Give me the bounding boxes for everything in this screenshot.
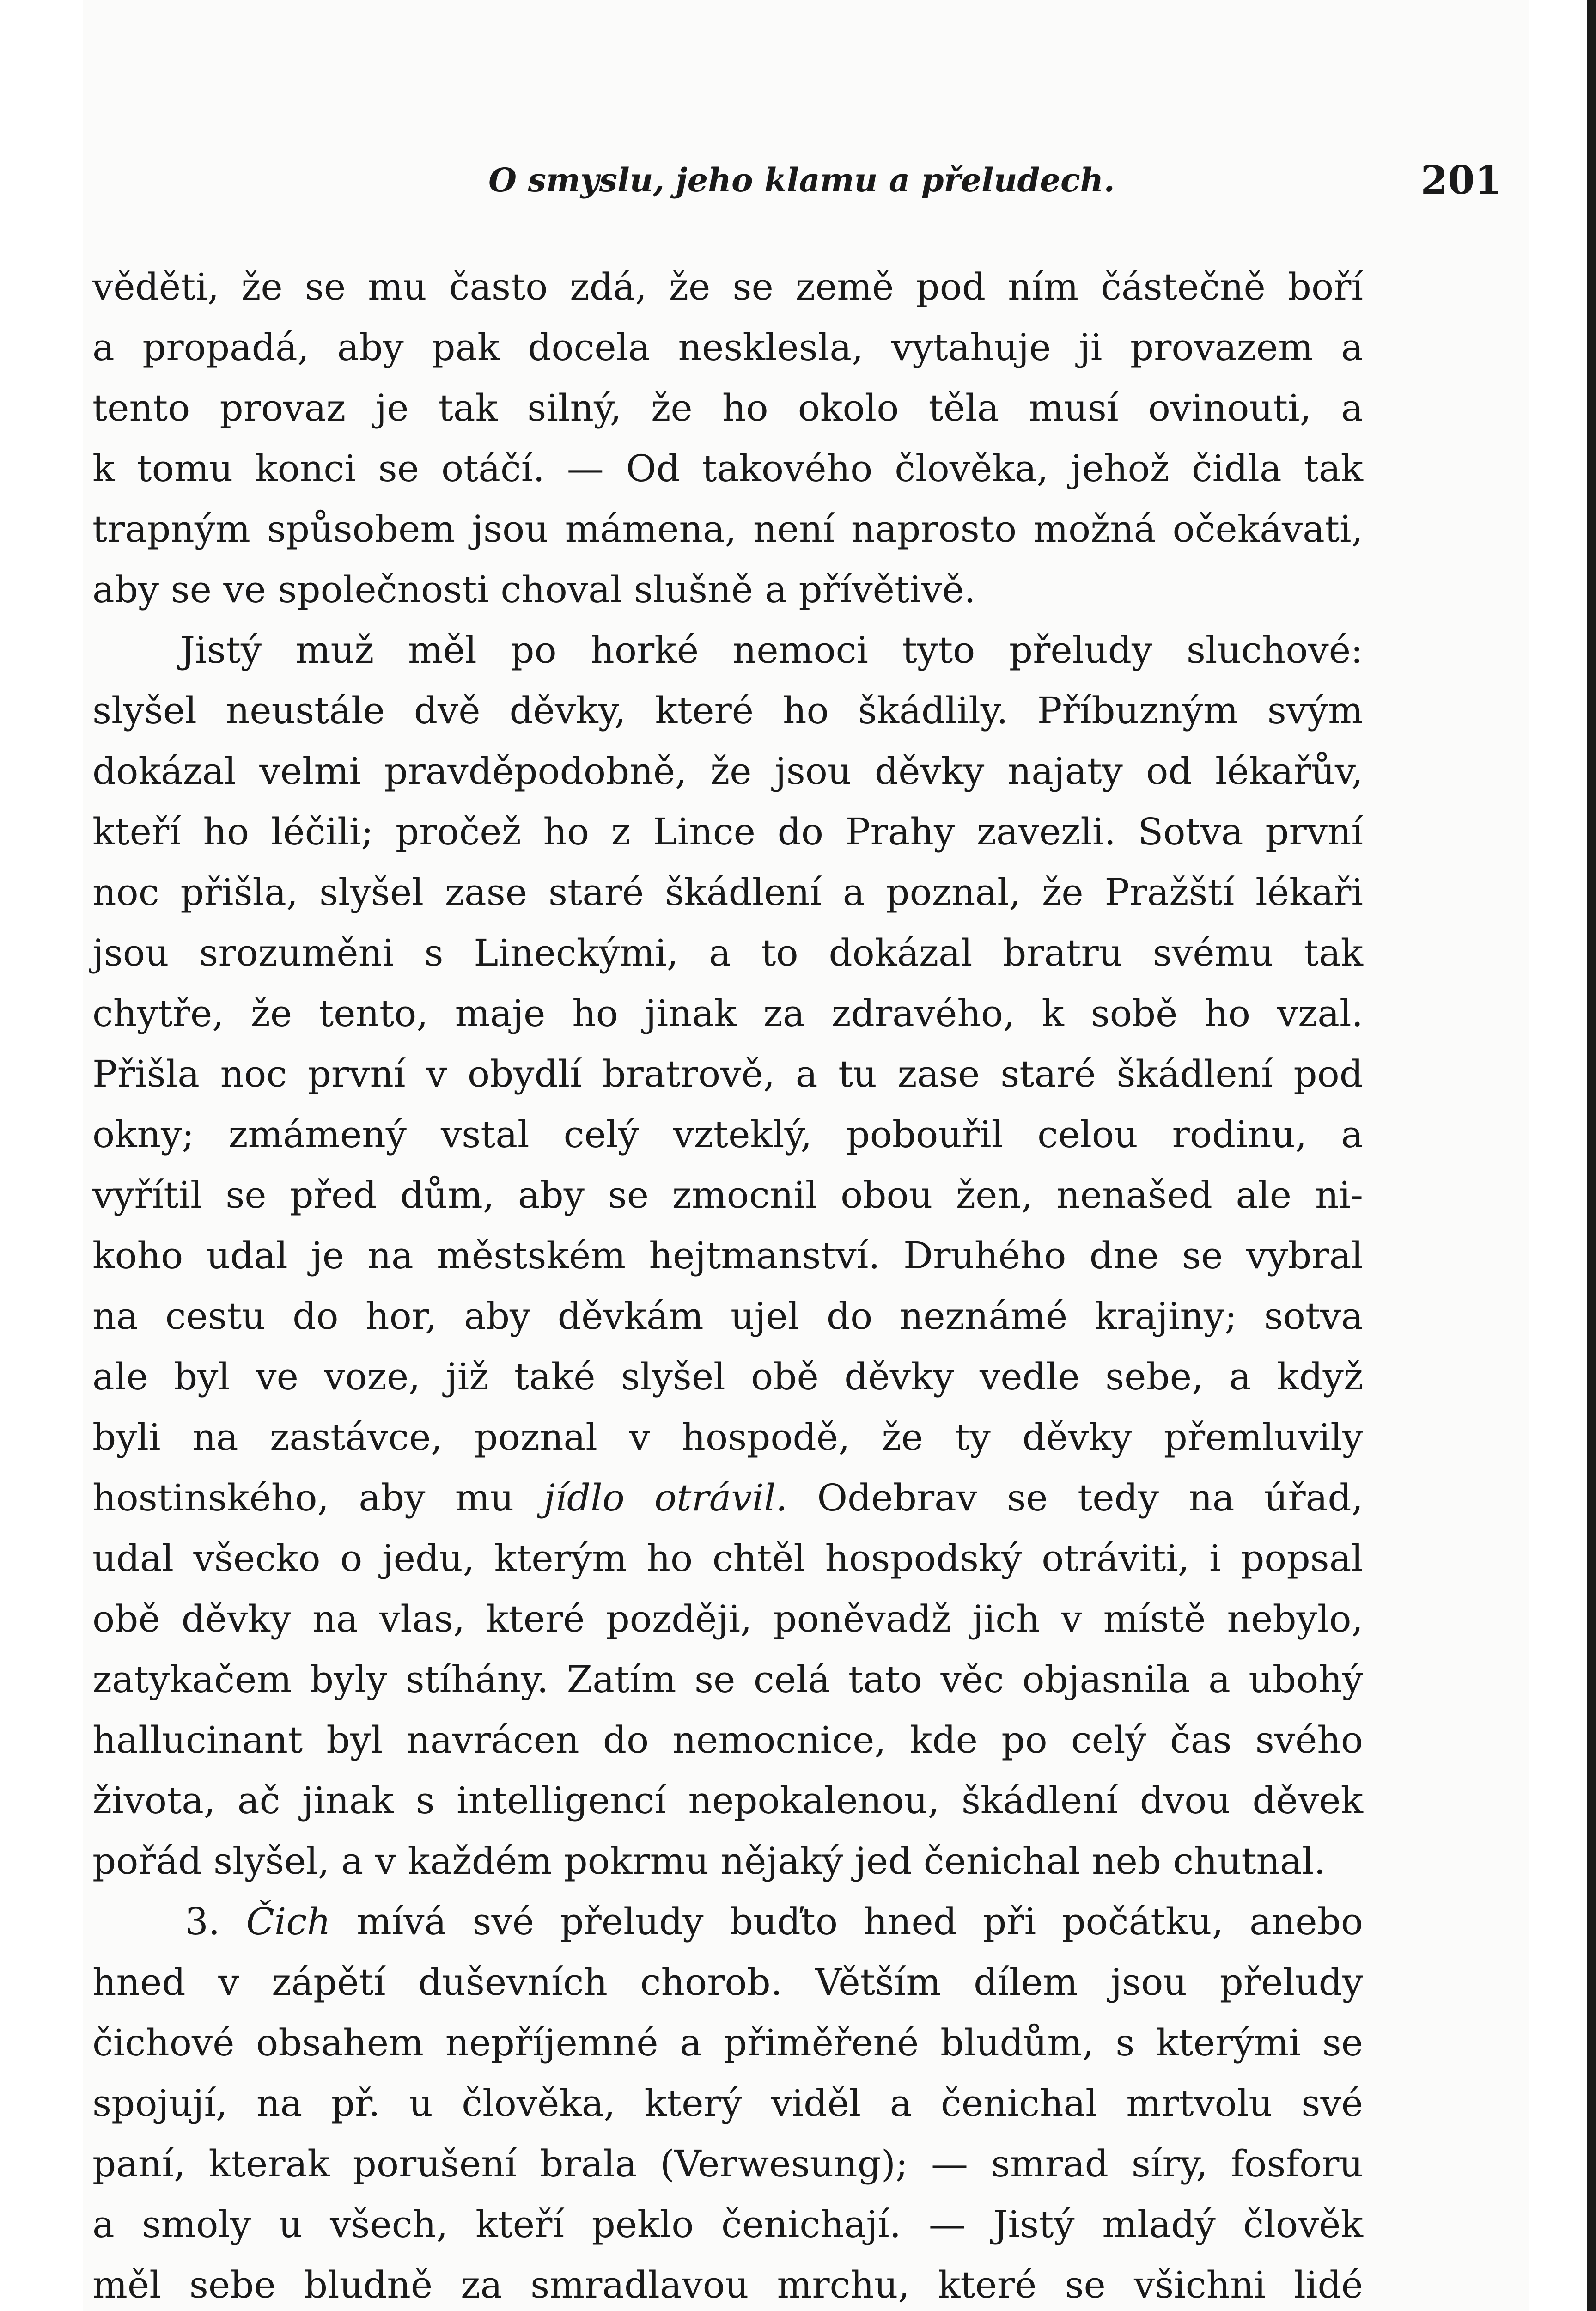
text-line: byli na zastávce, poznal v hospodě, že ty děvky přemluvily bbox=[92, 1416, 1363, 1459]
text-line: dokázal velmi pravděpodobně, že jsou děvky najaty od lékařův, bbox=[92, 750, 1363, 793]
running-head-title: O smyslu, jeho klamu a přeludech. bbox=[488, 161, 1115, 199]
text-line: aby se ve společnosti choval slušně a přívětivě. bbox=[92, 568, 976, 611]
running-head bbox=[102, 153, 1502, 208]
section-line-rest: mívá své přeludy buďto hned při počátku, anebo bbox=[330, 1900, 1364, 1943]
text-line: a smoly u všech, kteří peklo čenichají. — Jistý mladý člověk bbox=[92, 2203, 1363, 2246]
text-line: k tomu konci se otáčí. — Od takového člověka, jehož čidla tak bbox=[92, 447, 1363, 490]
text-line: a propadá, aby pak docela nesklesla, vytahuje ji provazem a bbox=[92, 326, 1363, 369]
text-line: čichové obsahem nepříjemné a přiměřené bludům, s kterými se bbox=[92, 2021, 1363, 2064]
text-line: tento provaz je tak silný, že ho okolo těla musí ovinouti, a bbox=[92, 386, 1363, 429]
text-line: Přišla noc první v obydlí bratrově, a tu zase staré škádlení pod bbox=[92, 1052, 1363, 1095]
text-line: noc přišla, slyšel zase staré škádlení a poznal, že Pražští lékaři bbox=[92, 871, 1363, 914]
body-text bbox=[92, 257, 1363, 2311]
text-line: vyřítil se před dům, aby se zmocnil obou žen, nenašed ale ni- bbox=[92, 1174, 1363, 1217]
numbered-section-line bbox=[92, 1891, 1363, 1952]
section-term: Čich bbox=[246, 1900, 331, 1943]
text-line: zatykačem byly stíhány. Zatím se celá tato věc objasnila a ubohý bbox=[92, 1658, 1363, 1701]
text-line: chytře, že tento, maje ho jinak za zdravého, k sobě ho vzal. bbox=[92, 992, 1363, 1035]
text-line: kteří ho léčili; pročež ho z Lince do Prahy zavezli. Sotva první bbox=[92, 810, 1363, 853]
italic-phrase: jídlo otrávil. bbox=[543, 1476, 788, 1519]
text-line: obě děvky na vlas, které později, poněvadž jich v místě nebylo, bbox=[92, 1597, 1363, 1640]
text-line: okny; zmámený vstal celý vzteklý, pobouřil celou rodinu, a bbox=[92, 1113, 1363, 1156]
text-line: věděti, že se mu často zdá, že se země pod ním částečně boří bbox=[92, 265, 1363, 308]
text-line: na cestu do hor, aby děvkám ujel do neznámé krajiny; sotva bbox=[92, 1295, 1363, 1338]
text-line: udal všecko o jedu, kterým ho chtěl hospodský otráviti, i popsal bbox=[92, 1537, 1363, 1580]
text-line: měl sebe bludně za smradlavou mrchu, které se všichni lidé bbox=[92, 2263, 1363, 2306]
text-line: života, ač jinak s intelligencí nepokalenou, škádlení dvou děvek bbox=[92, 1779, 1363, 1822]
text-line: pořád slyšel, a v každém pokrmu nějaký jed čenichal neb chutnal. bbox=[92, 1840, 1326, 1883]
text-line: hallucinant byl navrácen do nemocnice, kde po celý čas svého bbox=[92, 1718, 1363, 1761]
page-number: 201 bbox=[1420, 157, 1502, 203]
text-line: hned v zápětí duševních chorob. Větším dílem jsou přeludy bbox=[92, 1961, 1363, 2004]
line21-after: Odebrav se tedy na úřad, bbox=[787, 1476, 1363, 1519]
text-line: koho udal je na městském hejtmanství. Druhého dne se vybral bbox=[92, 1234, 1363, 1277]
text-line-with-italic bbox=[92, 1467, 1363, 1528]
text-line: paní, kterak porušení brala (Verwesung); — smrad síry, fosforu bbox=[92, 2142, 1363, 2185]
text-line: ale byl ve voze, již také slyšel obě děvky vedle sebe, a když bbox=[92, 1355, 1363, 1398]
text-line: jsou srozuměni s Lineckými, a to dokázal bratru svému tak bbox=[92, 931, 1363, 974]
section-number: 3. bbox=[185, 1900, 220, 1943]
text-line: slyšel neustále dvě děvky, které ho škádlily. Příbuzným svým bbox=[92, 689, 1363, 732]
text-line: trapným spůsobem jsou mámena, není naprosto možná očekávati, bbox=[92, 507, 1363, 550]
text-line: spojují, na př. u člověka, který viděl a čenichal mrtvolu své bbox=[92, 2082, 1363, 2125]
line21-before: hostinského, aby mu bbox=[92, 1476, 544, 1519]
book-page bbox=[83, 0, 1529, 2311]
paragraph-start-line: Jistý muž měl po horké nemoci tyto přeludy sluchové: bbox=[180, 629, 1363, 672]
scan-edge bbox=[1587, 0, 1596, 2311]
